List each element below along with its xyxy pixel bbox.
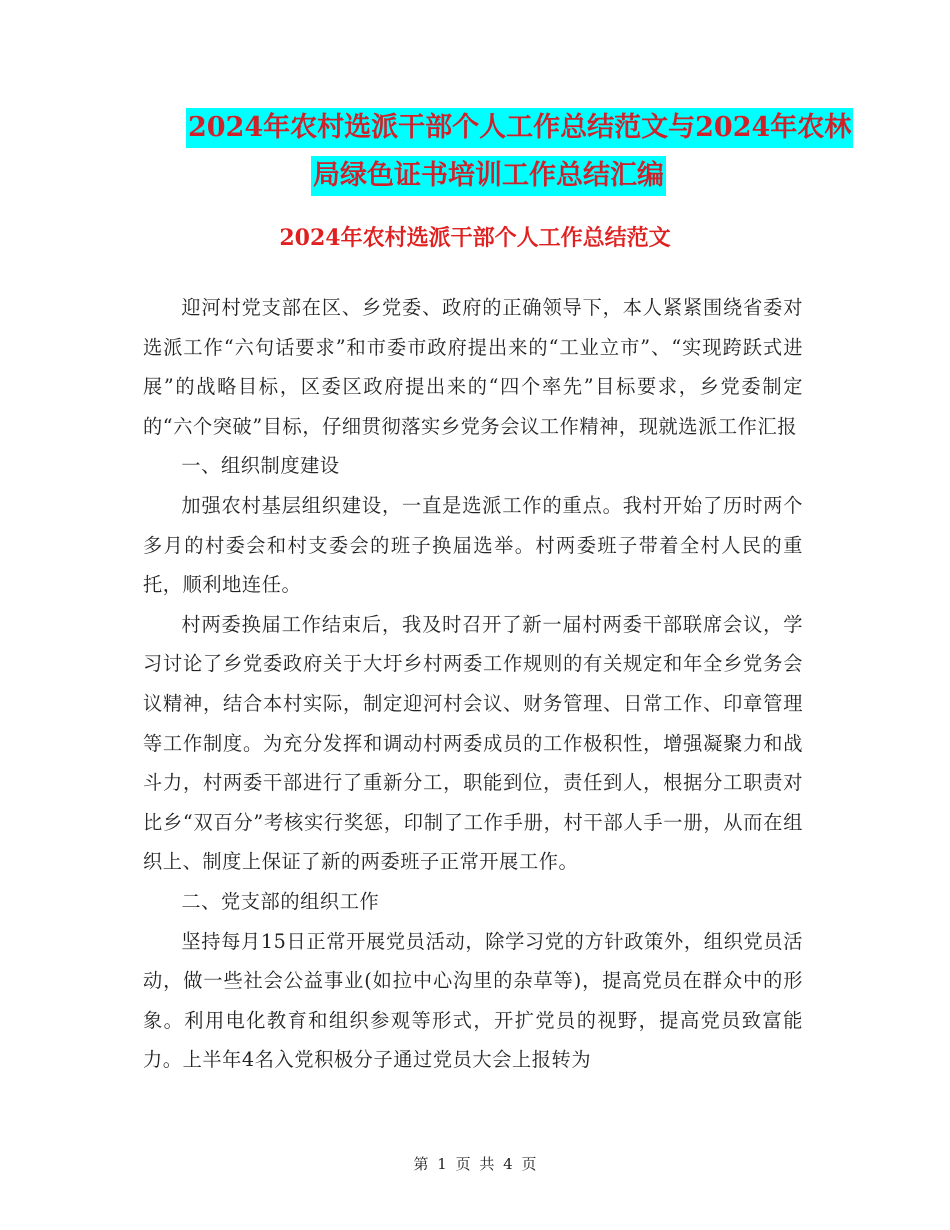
- paragraph-2: 加强农村基层组织建设，一直是选派工作的重点。我村开始了历时两个多月的村委会和村支委会的班子换届选举。村两委班子带着全村人民的重托，顺利地连任。: [143, 493, 803, 597]
- document-title-line-2: 局绿色证书培训工作总结汇编: [311, 156, 666, 196]
- heading-party-branch-work: 二、党支部的组织工作: [181, 889, 380, 913]
- heading-organization-system: 一、组织制度建设: [181, 454, 340, 478]
- page-footer: 第 1 页 共 4 页: [413, 1155, 537, 1173]
- paragraph-1: 迎河村党支部在区、乡党委、政府的正确领导下，本人紧紧围绕省委对选派工作“六句话要求”和市委市政府提出来的“工业立市”、“实现跨跃式进展”的战略目标，区委区政府提出来的“四个率先”目标要求，乡党委制定的“六个突破”目标，仔细贯彻落实乡党务会议工作精神，现就选派工作汇报: [143, 296, 803, 438]
- section-title: 2024年农村选派干部个人工作总结范文: [279, 225, 671, 251]
- paragraph-4: 坚持每月15日正常开展党员活动，除学习党的方针政策外，组织党员活动，做一些社会公益事业(如拉中心沟里的杂草等)，提高党员在群众中的形象。利用电化教育和组织参观等形式，开扩党员的视野，提高党员致富能力。上半年4名入党积极分子通过党员大会上报转为: [143, 929, 803, 1072]
- document-title-line-1: 2024年农村选派干部个人工作总结范文与2024年农林: [186, 108, 853, 148]
- body-text: [143, 288, 803, 1080]
- paragraph-3: 村两委换届工作结束后，我及时召开了新一届村两委干部联席会议，学习讨论了乡党委政府关于大圩乡村两委工作规则的有关规定和年全乡党务会议精神，结合本村实际，制定迎河村会议、财务管理、日常工作、印章管理等工作制度。为充分发挥和调动村两委成员的工作极积性，增强凝聚力和战斗力，村两委干部进行了重新分工，职能到位，责任到人，根据分工职责对比乡“双百分”考核实行奖惩，印制了工作手册，村干部人手一册，从而在组织上、制度上保证了新的两委班子正常开展工作。: [143, 612, 803, 874]
